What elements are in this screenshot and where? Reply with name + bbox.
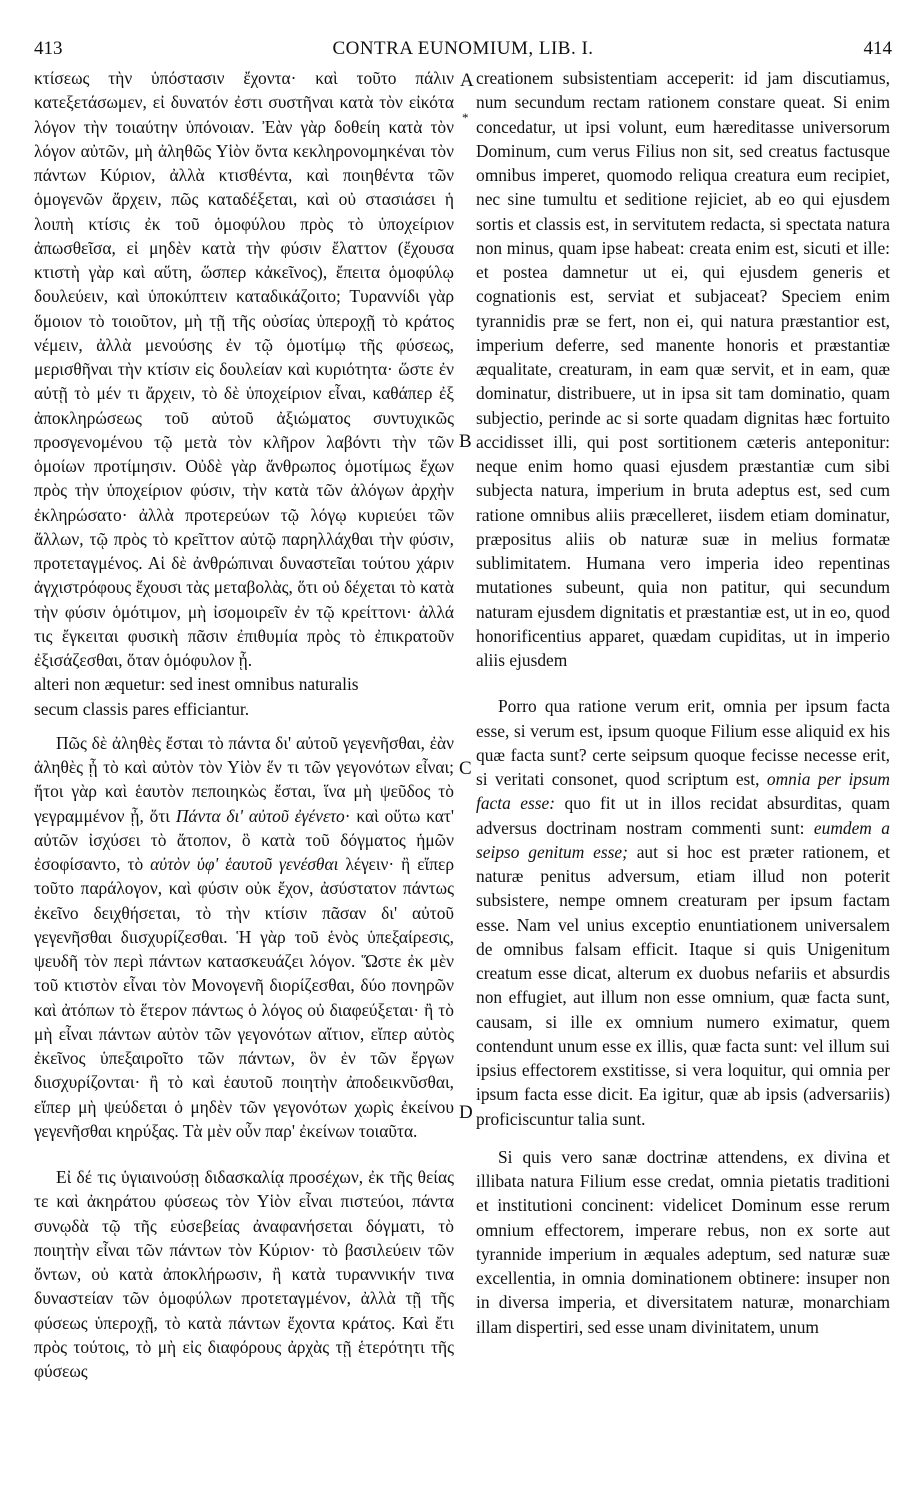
- greek-column: [34, 66, 454, 1383]
- greek-paragraph-2: [34, 731, 454, 1143]
- latin-continuation-line-2: secum classis pares efficiantur.: [34, 698, 250, 719]
- page-header: [34, 38, 892, 64]
- latin-paragraph-1: creationem subsistentiam acceperit: id jam discutiamus, num secundum rectam rationem constare queat. Si enim concedatur, ut ipsi volunt, eum hæreditasse universorum Dominum, cum verus Filius non sit, sed creatus factusque omnibus imperet, quomodo reliqua creatura eum recipiet, nec sine tumultu et seditione rejiciet, ab eo qui ejusdem sortis et classis est, in servitutem redacta, si spectata natura non minus, quam ipse habeat: creata enim est, sicuti et ille: et postea damnetur ut ei, qui ejusdem generis et cognationis est, serviat et subjaceat? Speciem enim tyrannidis præ se fert, non ei, qui natura præstantior est, imperium deferre, sed manente honoris et præstantiæ æqualitate, creaturam, in eam quæ servit, et in eam, quæ dominatur, distribuere, ut in ipsa sit tam dominatio, quam subjectio, perinde ac si sorte quadam dignitas hæc fortuito accidisset illi, qui post sortitionem cæteris anteponitur: neque enim homo quasi ejusdem præstantiæ cum sibi subjecta natura, imperium in bruta adeptus est, sed cum ratione omnibus aliis præcelleret, iisdem etiam dominatur, præpositus aliis ob naturæ suæ in melius formatæ sublimitatem. Humana vero imperia ideo repentinas mutationes subeunt, quia non patitur, qui secundum naturam ejusdem dignitatis et præstantiæ est, ut in eo, quod honorificentius apparet, quædam cupiditas, ut in imperio aliis ejusdem: [476, 68, 890, 670]
- greek-p2-text-c: λέγειν· ἢ εἴπερ τοῦτο παράλογον, καὶ φύσιν οὐκ ἔχον, ἀσύστατον πάντως ἐκεῖνο δειχθήσεται, τὸ τὴν κτίσιν πᾶσαν δι' αὐτοῦ γεγενῆσθαι διισχυρίζεσθαι. Ἡ γὰρ τοῦ ἑνὸς ὑπεξαίρεσις, ψευδῆ τὸν περὶ πάντων κατασκευάζει λόγον. Ὥστε ἐκ μὲν τοῦ κτιστὸν εἶναι τὸν Μονογενῆ διορίζεσθαι, δύο πονηρῶν καὶ ἀτόπων τὸ ἕτερον πάντως ὁ λόγος οὐ διαφεύξεται· ἢ τὸ μὴ εἶναι πάντων αὐτὸν τῶν γεγονότων αἴτιον, εἴπερ αὐτὸς ἐκεῖνος ὑπεξαιροῖτο τῶν πάντων, ὃν ἐν τῶν ἔργων διισχυρίζονται· ἢ τὸ καὶ ἑαυτοῦ ποιητὴν ἀποδεικνῦσθαι, εἴπερ μὴ ψεύδεται ὁ μηδὲν τῶν γεγονότων χωρὶς ἐκείνου γεγενῆσθαι κηρύξας. Τὰ μὲν οὖν παρ' ἐκείνων τοιαῦτα.: [34, 854, 454, 1141]
- margin-letter-b: B: [459, 431, 472, 452]
- latin-continuation-line-1: alteri non æquetur: sed inest omnibus naturalis: [34, 674, 359, 695]
- latin-p2-text-c: aut si hoc est præter rationem, et naturæ penitus adversum, etiam illud non poterit subsistere, nempe omnem creaturam per ipsum factam esse. Nam vel unius exceptio enuntiationem universalem de omnibus falsam efficit. Itaque si quis Unigenitum creatum esse dicat, alterum ex duobus nefariis et absurdis non effugiet, aut illum non esse omnium, quæ facta sunt, causam, si ille ex omnium numero eximatur, quem contendunt unum esse ex illis, quæ facta sunt: vel illum sui ipsius effectorem exstitisse, si vera loquitur, qui omnia per ipsum facta esse dicit. Ea igitur, quæ ab ipsis (adversariis) proficiscuntur talia sunt.: [476, 841, 890, 1129]
- latin-paragraph-3: Si quis vero sanæ doctrinæ attendens, ex divina et illibata natura Filium esse credat, omnia pietatis traditioni et institutioni concinent: videlicet Dominum esse rerum omnium effectorem, imperare rebus, non ex sorte aut tyrannide imperium in æquales adeptum, sed naturæ suæ excellentia, in omnia dominationem obtinere: insuper non in diversa imperia, et diversitatem naturæ, monarchiam illam dispertiri, sed esse unam divinitatem, unum: [476, 1146, 890, 1337]
- greek-p2-italic-2: αὐτὸν ὑφ' ἑαυτοῦ γενέσθαι: [150, 854, 339, 874]
- greek-p2-text-b: · καὶ οὕτω κατ' αὐτῶν ἰσχύσει τὸ ἄτοπον, ὃ κατὰ τοῦ δόγματος ἡμῶν ἐσοφίσαντο, τὸ: [34, 805, 454, 874]
- latin-column: [476, 66, 890, 1339]
- latin-p2-italic-2: eumdem a seipso genitum esse;: [476, 817, 890, 862]
- page-number-left: 413: [34, 38, 63, 59]
- latin-p2-italic-1: omnia per ipsum facta esse:: [476, 769, 890, 814]
- latin-paragraph-2: [476, 694, 890, 1131]
- page-number-right: 414: [863, 38, 892, 59]
- latin-p2-text-b: quo fit ut in illos recidat absurditas, quam adversus doctrinam nostram commenti sunt:: [476, 793, 891, 838]
- margin-letter-d: D: [459, 1102, 473, 1123]
- greek-paragraph-3: Εἰ δέ τις ὑγιαινούσῃ διδασκαλίᾳ προσέχων, ἐκ τῆς θείας τε καὶ ἀκηράτου φύσεως τὸν Υἱὸν εἶναι πιστεύοι, πάντα συνῳδὰ τῷ τῆς εὐσεβείας ἀναφανήσεται δόγματι, τὸ ποιητὴν εἶναι τῶν πάντων τὸν Κύριον· τὸ βασιλεύειν τῶν ὄντων, οὐ κατὰ ἀποκλήρωσιν, ἢ κατὰ τυραννικήν τινα δυναστείαν τῶν ὁμοφύλων προτεταγμένον, ἀλλὰ τῇ τῆς φύσεως ὑπεροχῇ, τὸ κατὰ πάντων ἔχοντα κράτος. Καὶ ἔτι πρὸς τούτοις, τὸ μὴ εἰς διαφόρους ἀρχὰς τῇ ἑτερότητι τῆς φύσεως: [34, 1167, 454, 1381]
- running-title: CONTRA EUNOMIUM, LIB. I.: [332, 38, 594, 59]
- margin-letter-c: C: [459, 758, 472, 779]
- margin-letter-a: A: [460, 70, 474, 91]
- greek-p2-text: Πῶς δὲ ἀληθὲς ἔσται τὸ πάντα δι' αὐτοῦ γεγενῆσθαι, ἐὰν ἀληθὲς ᾖ τὸ καὶ αὐτὸν τὸν Υἱὸν ἕν τι τῶν γεγονότων εἶναι; ἤτοι γὰρ καὶ ἑαυτὸν πεποιηκὼς ἔσται, ἵνα μὴ ψεῦδος τὸ γεγραμμένον ᾖ, ὅτι: [34, 732, 454, 826]
- note-marker: *: [462, 110, 469, 125]
- greek-p2-italic-1: Πάντα δι' αὐτοῦ ἐγένετο: [175, 805, 345, 826]
- latin-p2-text: Porro qua ratione verum erit, omnia per ipsum facta esse, si verum est, ipsum quoque Filium esse aliquid ex his quæ facta sunt? certe seipsum quoque fecisse necesse erit, si veritati consonet, quod scriptum est,: [476, 696, 890, 789]
- greek-paragraph-1: κτίσεως τὴν ὑπόστασιν ἔχοντα· καὶ τοῦτο πάλιν κατεξετάσωμεν, εἰ δυνατόν ἐστι συστῆναι κατὰ τὸν εἰκότα λόγον τὴν τοιαύτην ὑπόνοιαν. Ἐὰν γὰρ δοθείη κατὰ τὸν λόγον αὐτῶν, μὴ ἀληθῶς Υἱὸν ὄντα κεκληρονομηκέναι τὸν πάντων Κύριον, ἀλλὰ κτισθέντα, καὶ ποιηθέντα τῶν ὁμογενῶν ἄρχειν, πῶς καταδέξεται, καὶ οὐ στασιάσει ἡ λοιπὴ κτίσις ἐκ τοῦ ὁμοφύλου πρὸς τὸ ὑποχείριον ἀπωσθεῖσα, εἰ μηδὲν κατὰ τὴν φύσιν ἔλαττον (ἔχουσα κτιστὴ γὰρ καὶ αὕτη, ὥσπερ κἀκεῖνος), ἔπειτα ὁμοφύλῳ δουλεύειν, καὶ ὑποκύπτειν καταδικάζοιτο; Τυραννίδι γὰρ ὅμοιον τὸ τοιοῦτον, μὴ τῇ τῆς οὐσίας ὑπεροχῇ τὸ κράτος νέμειν, ἀλλὰ μενούσης ἐν τῷ ὁμοτίμῳ τῆς φύσεως, μερισθῆναι τὴν κτίσιν εἰς δουλείαν καὶ κυριότητα· ὥστε ἐν αὐτῇ τὸ μέν τι ἄρχειν, τὸ δὲ ὑποχείριον εἶναι, καθάπερ ἐξ ἀποκληρώσεως τοῦ αὐτοῦ ἀξιώματος συντυχικῶς προσγενομένου τῷ μετὰ τὸν κλῆρον λαβόντι τὴν τῶν ὁμοίων προτίμησιν. Οὐδὲ γὰρ ἄνθρωπος ὁμοτίμως ἔχων πρὸς τὴν ὑποχείριον φύσιν, τὴν κατὰ τῶν ἀλόγων ἀρχὴν ἐκληρώσατο· ἀλλὰ προτερεύων τῷ λόγῳ κυριεύει τῶν ἄλλων, τῷ πρὸς τὸ κρεῖττον αὐτῷ παρηλλάχθαι τὴν φύσιν, προτεταγμένος. Αἱ δὲ ἀνθρώπιναι δυναστεῖαι τούτου χάριν ἀγχιστρόφους ἔχουσι τὰς μεταβολὰς, ὅτι οὐ δέχεται τὸ κατὰ τὴν φύσιν ὁμότιμον, μὴ ἰσομοιρεῖν ἐν τῷ κρείττονι· ἀλλά τις ἔγκειται φυσικὴ πᾶσιν ἐπιθυμία πρὸς τὸ ἐπικρατοῦν ἐξισάζεσθαι, ὅταν ὁμόφυλον ᾖ.: [34, 68, 454, 670]
